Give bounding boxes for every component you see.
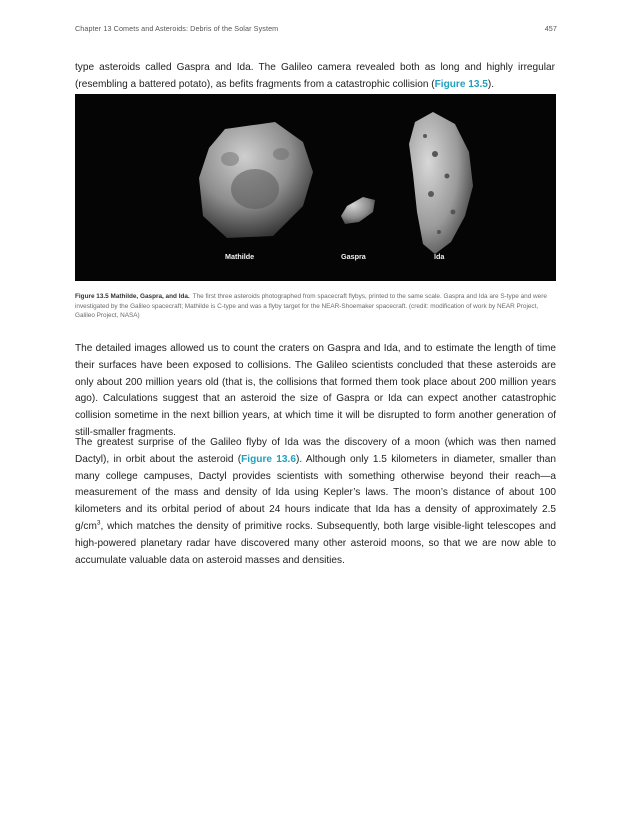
body-paragraph-2: [75, 435, 556, 569]
caption-title: Figure 13.5 Mathilde, Gaspra, and Ida.: [75, 293, 190, 300]
asteroid-photo: [75, 94, 556, 281]
label-mathilde: Mathilde: [225, 252, 255, 261]
chapter-title: Chapter 13 Comets and Asteroids: Debris of the Solar System: [75, 24, 279, 33]
p2-superscript: 3: [96, 519, 101, 527]
label-ida: Ida: [434, 252, 445, 261]
asteroid-illustration: [75, 94, 556, 281]
caption-text: The first three asteroids photographed from spacecraft flybys, printed to the same scale. Gaspra and Ida are S-type and were investigated by the Galileo spacecraft; Mathilde is C-type and was a flyby target for the NEAR-Shoemaker spacecraft. (credit: modification of work by NEAR Project, Galileo Project, NASA): [75, 293, 547, 320]
figure-caption: [75, 292, 556, 321]
label-gaspra: Gaspra: [341, 252, 366, 261]
ida-asteroid: [409, 112, 473, 254]
p2-text-3: , which matches the density of primitive rocks. Subsequently, both large visible-light telescopes and high-powered planetary radar have discovered many other asteroid moons, so that we are now able to accumulate valuable data on asteroid masses and densities.: [75, 520, 556, 566]
p2-text-2: ). Although only 1.5 kilometers in diameter, smaller than many college campuses, Dactyl provides scientists with something otherwise beyond their reach—a measurement of the mass and density of Ida using Kepler’s laws. The moon’s distance of about 100 kilometers and its orbital period of about 24 hours indicate that Ida has a density of approximately 2.5 g/cm: [75, 453, 557, 532]
figure-13-5-link[interactable]: Figure 13.5: [434, 78, 488, 90]
page-number: 457: [544, 24, 557, 33]
intro-paragraph: [75, 60, 555, 94]
intro-end: ).: [487, 78, 495, 90]
figure-13-6-link[interactable]: Figure 13.6: [241, 453, 296, 465]
p2-text-1: The greatest surprise of the Galileo flyby of Ida was the discovery of a moon (which was then named Dactyl), in orbit about the asteroid (: [75, 437, 556, 465]
body-paragraph-1: The detailed images allowed us to count the craters on Gaspra and Ida, and to estimate the length of time their surfaces have been exposed to collisions. The Galileo scientists concluded that these asteroids are only about 200 million years old (that is, the collisions that formed them took place about 200 million years ago). Calculations suggest that an asteroid the size of Gaspra or Ida can expect another catastrophic collision sometime in the next billion years, at which time it will be disrupted to form another generation of still-smaller fragments.: [75, 343, 556, 438]
gaspra-asteroid: [341, 197, 375, 224]
intro-text: type asteroids called Gaspra and Ida. The Galileo camera revealed both as long and highly irregular (resembling a battered potato), as befits fragments from a catastrophic collision (: [75, 62, 555, 90]
running-header: [75, 24, 557, 33]
